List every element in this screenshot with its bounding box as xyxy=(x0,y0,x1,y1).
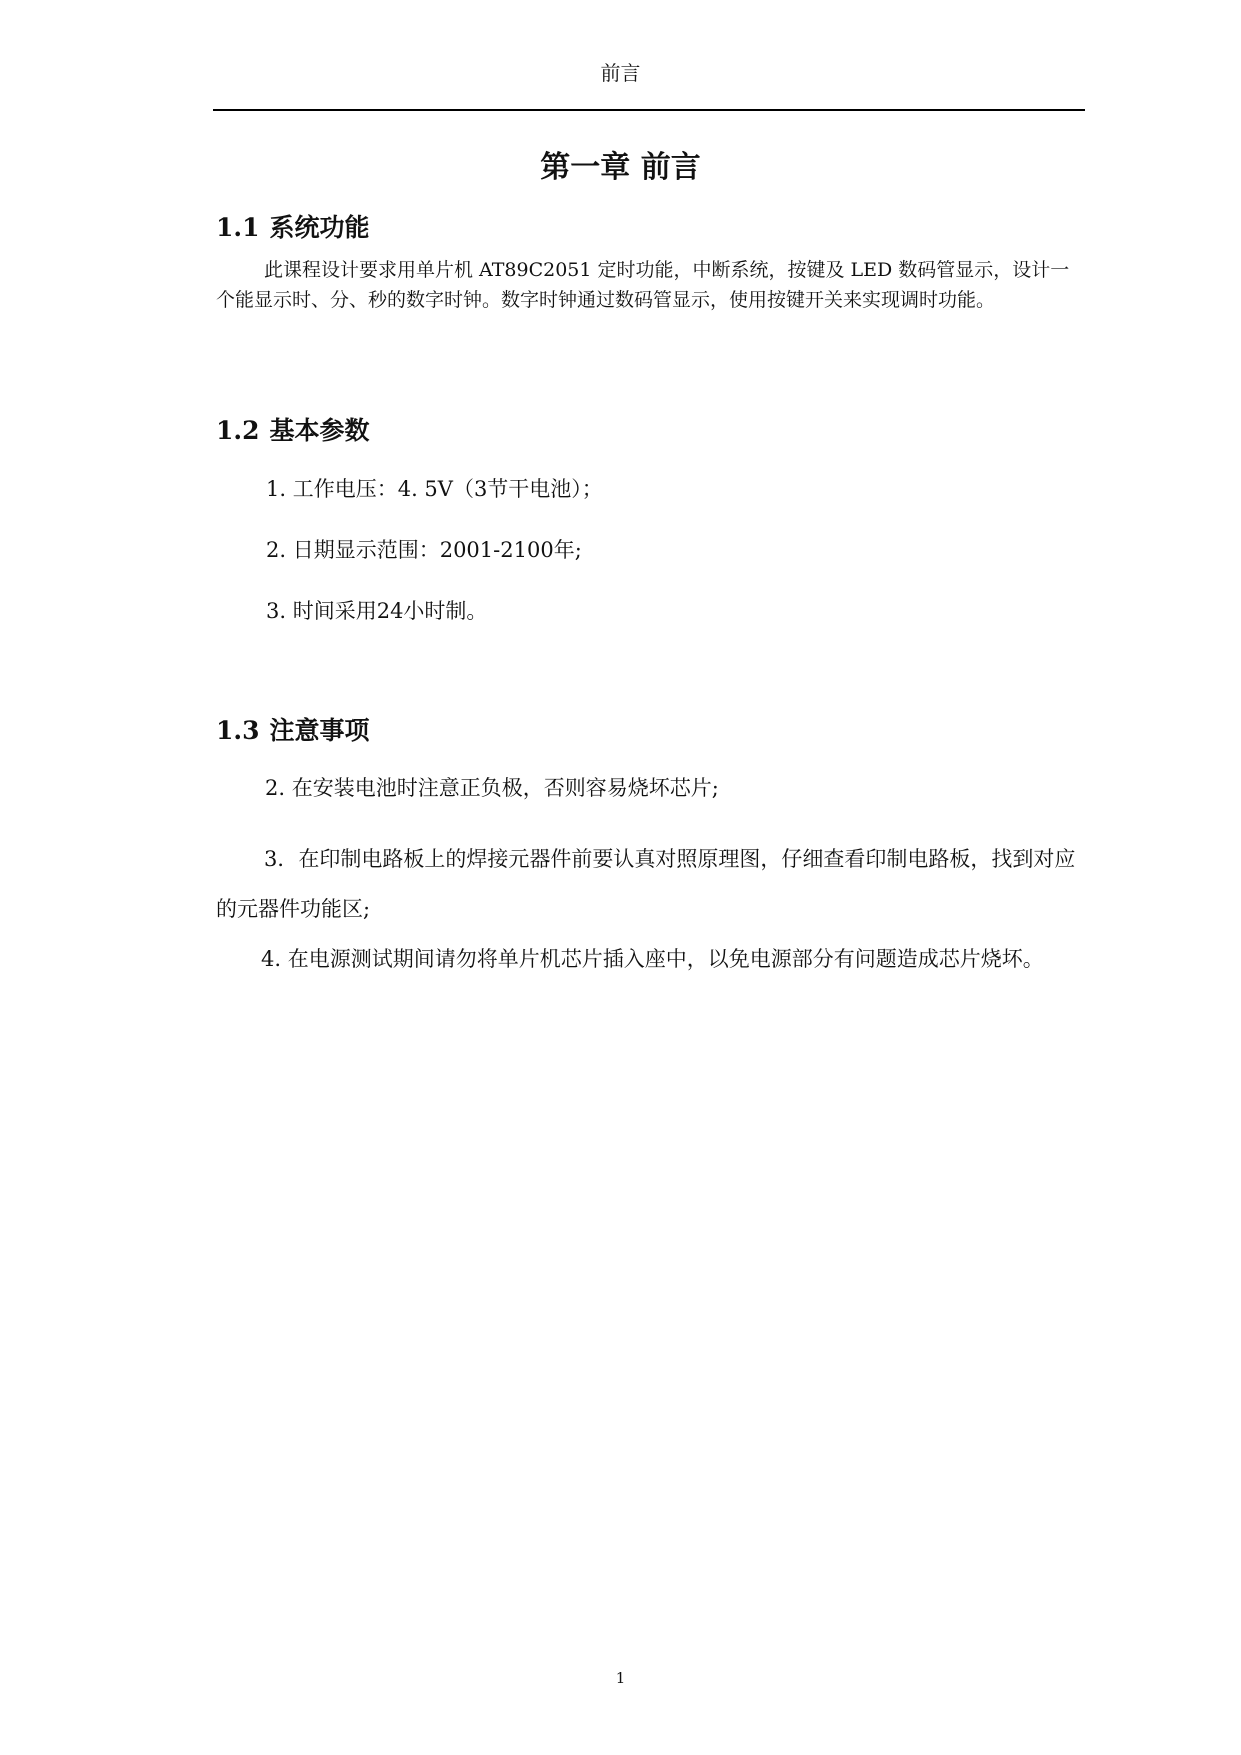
section-heading-1-2 xyxy=(216,415,370,447)
header-rule xyxy=(213,109,1085,111)
section-number: 1.1 xyxy=(216,213,260,242)
section-heading-1-3 xyxy=(216,715,370,747)
page-number: 1 xyxy=(615,1669,626,1687)
section-title: 基本参数 xyxy=(269,416,370,445)
section-title: 系统功能 xyxy=(269,213,370,242)
section-number: 1.3 xyxy=(216,716,260,745)
note-item-power-test: 4. 在电源测试期间请勿将单片机芯片插入座中，以免电源部分有问题造成芯片烧坏。 xyxy=(261,947,1044,971)
parameter-item-date-range: 2. 日期显示范围：2001-2100年; xyxy=(266,538,582,562)
note-item-battery: 2. 在安装电池时注意正负极，否则容易烧坏芯片; xyxy=(265,776,719,800)
parameter-item-voltage: 1. 工作电压：4. 5V（3节干电池）； xyxy=(266,477,603,501)
section-heading-1-1 xyxy=(216,212,370,244)
note-item-soldering: 3．在印制电路板上的焊接元器件前要认真对照原理图，仔细查看印制电路板，找到对应的元器件功能区; xyxy=(216,847,1076,921)
section-title: 注意事项 xyxy=(269,716,370,745)
section-number: 1.2 xyxy=(216,416,260,445)
running-header: 前言 xyxy=(600,61,641,85)
chapter-title: 第一章 前言 xyxy=(540,150,701,185)
parameter-item-time-format: 3. 时间采用24小时制。 xyxy=(266,599,488,623)
section-paragraph-system-function: 此课程设计要求用单片机 AT89C2051 定时功能，中断系统，按键及 LED 数码管显示，设计一个能显示时、分、秒的数字时钟。数字时钟通过数码管显示，使用按键开关来实现调时功能。 xyxy=(216,259,1070,311)
